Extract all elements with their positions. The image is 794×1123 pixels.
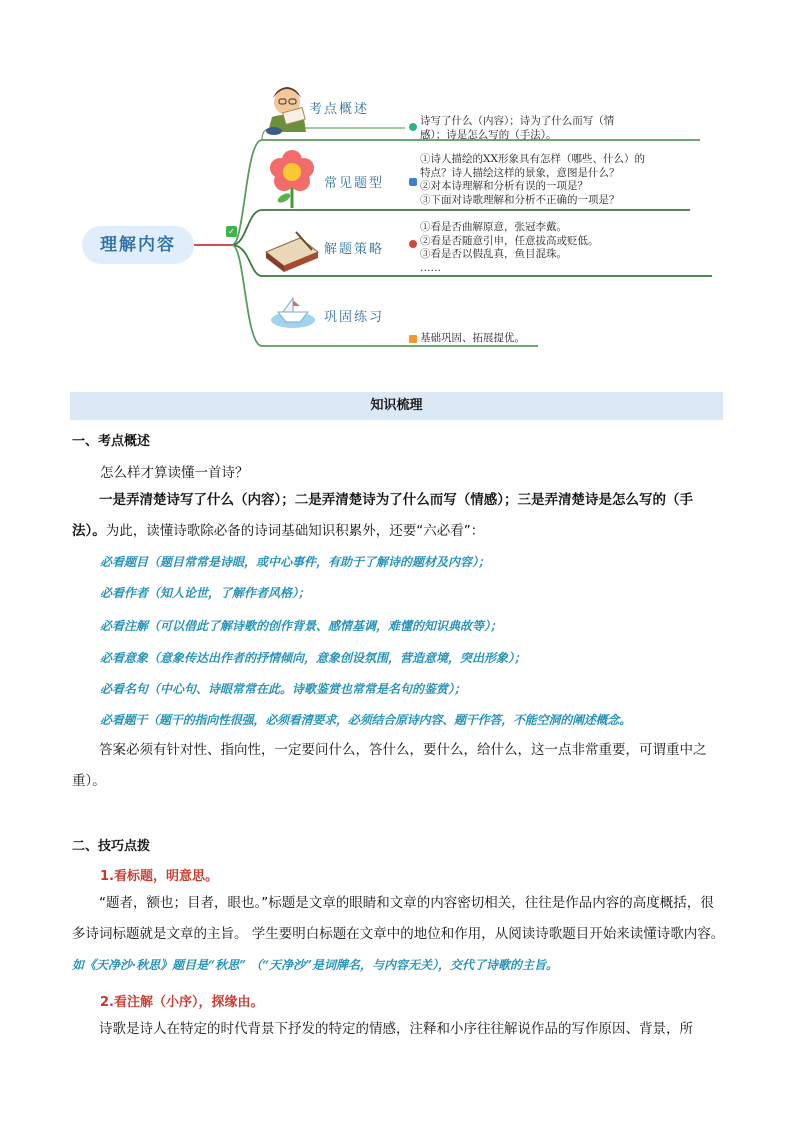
tip1-title: 1.看标题，明意思。 (100, 869, 218, 884)
mind-map (0, 0, 794, 370)
mindmap-root: 理解内容 (82, 226, 194, 264)
branch-label-question-types: 常见题型 (324, 176, 385, 191)
tip1-text (72, 888, 725, 981)
paper-boat-icon (271, 298, 315, 328)
section-title-bar: 知识梳理 (70, 392, 723, 420)
tip1-example: 如《天净沙·秋思》题目是“秋思” （“天净沙”是词牌名，与内容无关），交代了诗歌的主旨。 (72, 958, 558, 972)
must-see-title: 必看题目（题目常常是诗眼，或中心事件，有助于了解诗的题材及内容）； (100, 555, 491, 569)
tip2-title: 2.看注解（小序），探缘由。 (100, 995, 264, 1010)
part2-heading: 二、技巧点拨 (72, 839, 151, 854)
branch-label-practice: 巩固练习 (324, 310, 385, 325)
part1-heading: 一、考点概述 (72, 434, 151, 449)
leaf-line: …… (420, 261, 441, 274)
book-icon (266, 232, 318, 272)
part1-intro-rest: 为此，读懂诗歌除必备的诗词基础知识积累外，还要“六必看”： (105, 523, 485, 539)
part1-question: 怎么样才算读懂一首诗？ (100, 465, 249, 481)
must-see-author: 必看作者（知人论世，了解作者风格）； (100, 586, 311, 600)
blue-person-icon (409, 178, 417, 186)
leaf-line: ②对本诗理解和分析有误的一项是？ (420, 180, 588, 192)
leaf-question-types (420, 153, 645, 207)
leaf-overview (420, 115, 614, 142)
must-see-imagery: 必看意象（意象传达出作者的抒情倾向，意象创设氛围，营造意境，突出形象）； (100, 651, 527, 665)
leaf-line: ①看是否曲解原意，张冠李戴。 (420, 221, 567, 233)
leaf-line: 诗写了什么（内容）；诗为了什么而写（情 (420, 115, 615, 127)
orange-square-icon (409, 335, 417, 343)
branch-label-overview: 考点概述 (309, 102, 370, 117)
leaf-line: 基础巩固、拓展提优。 (420, 332, 525, 344)
flower-icon (270, 150, 314, 208)
leaf-line: ②看是否随意引申，任意拔高或贬低。 (420, 234, 599, 247)
must-see-notes: 必看注解（可以借此了解诗歌的创作背景、感情基调，难懂的知识典故等）； (100, 619, 503, 633)
mind-map-connectors (0, 0, 794, 370)
leaf-line: ③看是否以假乱真，鱼目混珠。 (420, 248, 567, 260)
tip2-text: 诗歌是诗人在特定的时代背景下抒发的特定的情感，注释和小序往往解说作品的写作原因、背景，所 (99, 1021, 693, 1037)
leaf-strategy (420, 221, 599, 275)
leaf-line: ①诗人描绘的XX形象具有怎样（哪些、什么）的 (420, 153, 645, 165)
teal-dot-icon (409, 123, 417, 131)
must-see-question-stem: 必看题干（题干的指向性很强，必须看清要求，必须结合原诗内容、题干作答，不能空洞的阐述概念。 (100, 713, 632, 727)
leaf-line: 感）；诗是怎么写的（手法）。 (420, 128, 557, 141)
leaf-practice (420, 332, 525, 346)
must-see-famous-lines: 必看名句（中心句、诗眼常常在此。诗歌鉴赏也常常是名句的鉴赏）； (100, 682, 467, 696)
part1-intro (72, 485, 725, 547)
reading-boy-icon (266, 87, 306, 135)
tip1-body: “题者，额也；目者，眼也。”标题是文章的眼睛和文章的内容密切相关，往往是作品内容的高度概括，很多诗词标题就是文章的主旨。 学生要明白标题在文章中的地位和作用，从阅读诗歌题目开始来读懂诗歌内容。 (72, 895, 725, 942)
leaf-line: ③下面对诗歌理解和分析不正确的一项是？ (420, 193, 620, 206)
red-star-icon (409, 240, 417, 248)
branch-label-strategy: 解题策略 (324, 242, 385, 257)
part1-closing: 答案必须有针对性、指向性，一定要问什么，答什么，要什么，给什么，这一点非常重要，可谓重中之重）。 (72, 742, 707, 789)
check-icon: ✓ (226, 226, 237, 237)
leaf-line: 特点？诗人描绘这样的景象，意图是什么？ (420, 166, 620, 179)
part1-intro-bold: 一是弄清楚诗写了什么（内容）；二是弄清楚诗为了什么而写（情感）；三是弄清楚诗是怎么写的（手法）。 (72, 492, 693, 539)
